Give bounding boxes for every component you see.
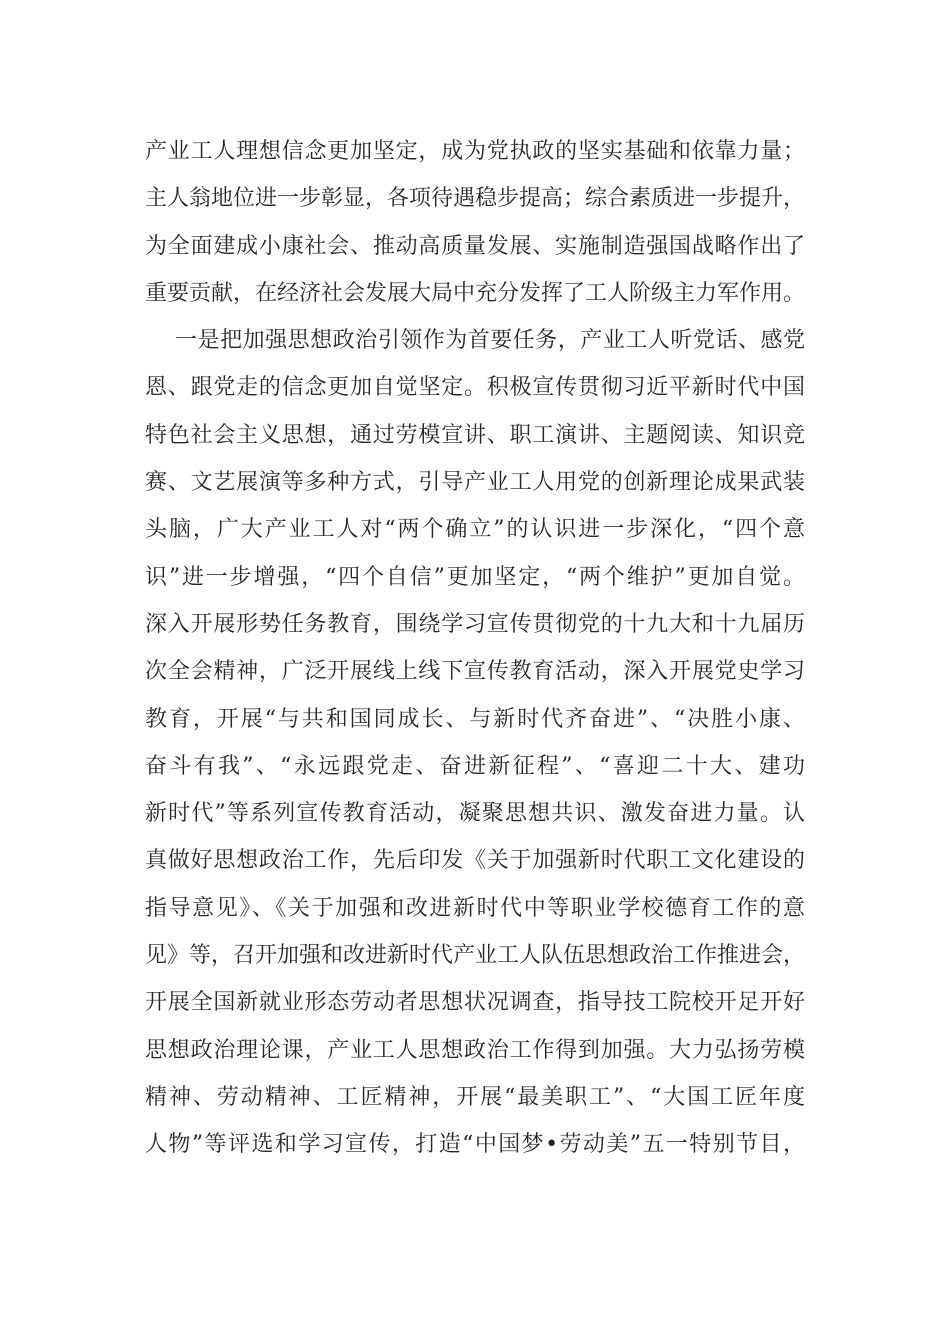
text-line: 教育，开展“与共和国同成长、与新时代齐奋进”、“决胜小康、: [145, 706, 805, 732]
text-line: 见》等，召开加强和改进新时代产业工人队伍思想政治工作推进会，: [145, 943, 806, 969]
text-line: 一是把加强思想政治引领作为首要任务，产业工人听党话、感党: [145, 328, 805, 354]
text-line: 次全会精神，广泛开展线上线下宣传教育活动，深入开展党史学习: [145, 659, 805, 685]
text-line: 产业工人理想信念更加坚定，成为党执政的坚实基础和依靠力量；: [145, 139, 805, 164]
text-line: 新时代”等系列宣传教育活动，凝聚思想共识、激发奋进力量。认: [145, 801, 805, 827]
text-line: 重要贡献，在经济社会发展大局中充分发挥了工人阶级主力军作用。: [145, 280, 806, 306]
body-text: [145, 128, 805, 1169]
text-line: 赛、文艺展演等多种方式，引导产业工人用党的创新理论成果武装: [145, 470, 805, 496]
text-line: 人物”等评选和学习宣传，打造“中国梦•劳动美”五一特别节目，: [145, 1132, 805, 1158]
text-line: 为全面建成小康社会、推动高质量发展、实施制造强国战略作出了: [145, 233, 805, 259]
text-line: 恩、跟党走的信念更加自觉坚定。积极宣传贯彻习近平新时代中国: [145, 375, 805, 401]
text-line: 精神、劳动精神、工匠精神，开展“最美职工”、“大国工匠年度: [145, 1084, 805, 1110]
text-line: 奋斗有我”、“永远跟党走、奋进新征程”、“喜迎二十大、建功: [145, 753, 805, 779]
text-line: 真做好思想政治工作，先后印发《关于加强新时代职工文化建设的: [145, 848, 805, 874]
text-line: 开展全国新就业形态劳动者思想状况调查，指导技工院校开足开好: [145, 990, 805, 1016]
text-line: 头脑，广大产业工人对“两个确立”的认识进一步深化，“四个意: [145, 517, 805, 543]
text-line: 特色社会主义思想，通过劳模宣讲、职工演讲、主题阅读、知识竞: [145, 422, 805, 448]
text-line: 思想政治理论课，产业工人思想政治工作得到加强。大力弘扬劳模: [145, 1037, 805, 1063]
text-line: 识”进一步增强，“四个自信”更加坚定，“两个维护”更加自觉。: [145, 564, 805, 590]
text-line: 主人翁地位进一步彰显，各项待遇稳步提高；综合素质进一步提升，: [145, 186, 806, 212]
text-line: 指导意见》、《关于加强和改进新时代中等职业学校德育工作的意: [145, 895, 805, 921]
text-line: 深入开展形势任务教育，围绕学习宣传贯彻党的十九大和十九届历: [145, 611, 805, 637]
